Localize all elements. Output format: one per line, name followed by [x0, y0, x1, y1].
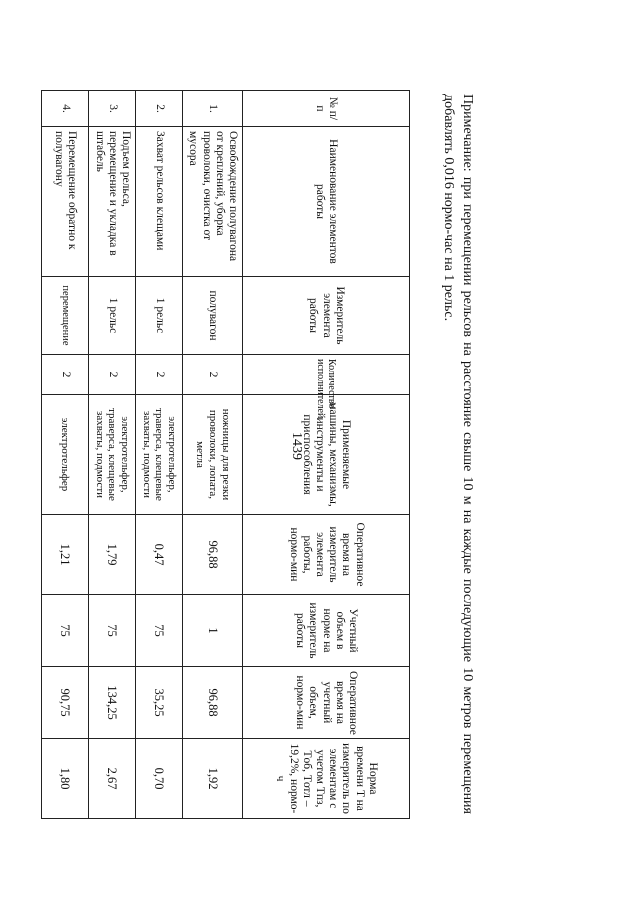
- cell-op-time-total: 96,88: [183, 667, 243, 739]
- cell-num: 2.: [136, 91, 183, 127]
- cell-volume: 75: [89, 595, 136, 667]
- cell-norm: 1,80: [42, 739, 89, 819]
- cell-meter: 1 рельс: [89, 277, 136, 355]
- header-op-time-total: Оперативное время на учетный объем, нормо-мин: [243, 667, 410, 739]
- cell-op-time: 1,79: [89, 515, 136, 595]
- cell-op-time-total: 35,25: [136, 667, 183, 739]
- cell-op-time-total: 90,75: [42, 667, 89, 739]
- cell-norm: 1,92: [183, 739, 243, 819]
- cell-norm: 0,70: [136, 739, 183, 819]
- cell-name: Освобождение полувагона от креплений, уборка проволоки, очистка от мусора: [183, 127, 243, 277]
- cell-machines: электротельфер: [42, 395, 89, 515]
- cell-workers: 2: [183, 355, 243, 395]
- norms-table: [41, 90, 410, 819]
- cell-workers: 2: [89, 355, 136, 395]
- cell-op-time: 96,88: [183, 515, 243, 595]
- cell-workers: 2: [136, 355, 183, 395]
- footnote: Примечание: при перемещении рельсов на расстояние свыше 10 м на каждые последующие 10 метров перемещения добавлять 0,016 нормо-час на 1 рельс.: [441, 94, 475, 814]
- cell-name: Захват рельсов клещами: [136, 127, 183, 277]
- table-row: [42, 91, 89, 819]
- cell-op-time-total: 134,25: [89, 667, 136, 739]
- cell-machines: электротельфер, траверса, клещевые захваты, подмости: [89, 395, 136, 515]
- cell-machines: ножницы для резки проволоки, лопата, метла: [183, 395, 243, 515]
- cell-name: Перемещение обратно к полувагону: [42, 127, 89, 277]
- header-name: Наименование элементов работы: [243, 127, 410, 277]
- cell-op-time: 1,21: [42, 515, 89, 595]
- cell-volume: 75: [42, 595, 89, 667]
- page-number: 1439: [289, 432, 304, 460]
- table-row: [136, 91, 183, 819]
- table-header-row: [243, 91, 410, 819]
- cell-name: Подъем рельса, перемещение и укладка в штабель: [89, 127, 136, 277]
- cell-norm: 2,67: [89, 739, 136, 819]
- cell-workers: 2: [42, 355, 89, 395]
- cell-machines: электротельфер, траверса, клещевые захваты, подмости: [136, 395, 183, 515]
- header-num: № п/п: [243, 91, 410, 127]
- cell-meter: 1 рельс: [136, 277, 183, 355]
- cell-volume: 1: [183, 595, 243, 667]
- header-machines: Применяемые машины, механизмы, инструменты и приспособления: [243, 395, 410, 515]
- table-row: [89, 91, 136, 819]
- cell-num: 1.: [183, 91, 243, 127]
- cell-num: 4.: [42, 91, 89, 127]
- table-row: [183, 91, 243, 819]
- cell-volume: 75: [136, 595, 183, 667]
- header-volume: Учетный объем в норме на измеритель работы: [243, 595, 410, 667]
- header-op-time: Оперативное время на измеритель элемента работы, нормо-мин: [243, 515, 410, 595]
- cell-meter: полувагон: [183, 277, 243, 355]
- header-norm: Норма времени T на измеритель по элементам с учетом Tпз, Tоб, Tотл – 19,2%, нормо-ч: [243, 739, 410, 819]
- cell-num: 3.: [89, 91, 136, 127]
- header-workers: Количество исполнителей: [243, 355, 410, 395]
- norms-table-container: [53, 90, 410, 818]
- cell-op-time: 0,47: [136, 515, 183, 595]
- header-meter: Измеритель элемента работы: [243, 277, 410, 355]
- cell-meter: перемещение: [42, 277, 89, 355]
